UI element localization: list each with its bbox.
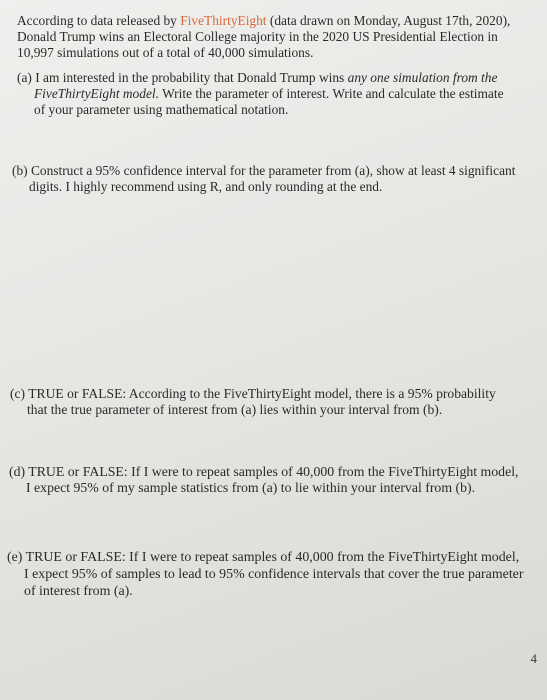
intro-paragraph [17, 13, 510, 61]
question-b-line-2: digits. I highly recommend using R, and only rounding at the end. [29, 179, 383, 194]
intro-line-1 [17, 13, 510, 29]
question-d-line-2: I expect 95% of my sample statistics from (a) to lie within your interval from (b). [26, 480, 476, 495]
question-b [12, 163, 515, 195]
fivethirtyeight-brand: FiveThirtyEight [180, 13, 267, 28]
question-a-emphasis: any one simulation from the [347, 70, 498, 85]
question-b-line-1: (b) Construct a 95% confidence interval for the parameter from (a), show at least 4 significant [12, 163, 516, 178]
question-c-line-1: (c) TRUE or FALSE: According to the FiveThirtyEight model, there is a 95% probability [10, 386, 496, 401]
question-a-emphasis: FiveThirtyEight model. [34, 86, 159, 101]
question-e [7, 549, 523, 600]
page-number: 4 [530, 651, 537, 666]
question-e-line-2: I expect 95% of samples to lead to 95% confidence intervals that cover the true parameter [24, 567, 524, 582]
question-d-line-1: (d) TRUE or FALSE: If I were to repeat samples of 40,000 from the FiveThirtyEight model, [9, 464, 519, 479]
intro-text: According to data released by [17, 13, 181, 28]
question-d [9, 464, 518, 496]
question-e-line-3: of interest from (a). [24, 584, 133, 599]
question-c [10, 386, 496, 418]
question-a-line-1 [17, 70, 504, 86]
question-a-text: (a) I am interested in the probability that Donald Trump wins [17, 70, 348, 85]
intro-text: (data drawn on Monday, August 17th, 2020), [266, 13, 511, 28]
intro-line-3: 10,997 simulations out of a total of 40,000 simulations. [17, 45, 314, 60]
question-e-line-1: (e) TRUE or FALSE: If I were to repeat samples of 40,000 from the FiveThirtyEight model, [7, 550, 520, 565]
question-a [17, 70, 504, 118]
question-a-line-2 [17, 86, 504, 102]
intro-line-2: Donald Trump wins an Electoral College majority in the 2020 US Presidential Election in [17, 29, 498, 44]
question-a-text: Write the parameter of interest. Write and calculate the estimate [158, 86, 504, 101]
question-c-line-2: that the true parameter of interest from (a) lies within your interval from (b). [27, 402, 443, 417]
question-a-line-3: of your parameter using mathematical notation. [34, 102, 289, 117]
